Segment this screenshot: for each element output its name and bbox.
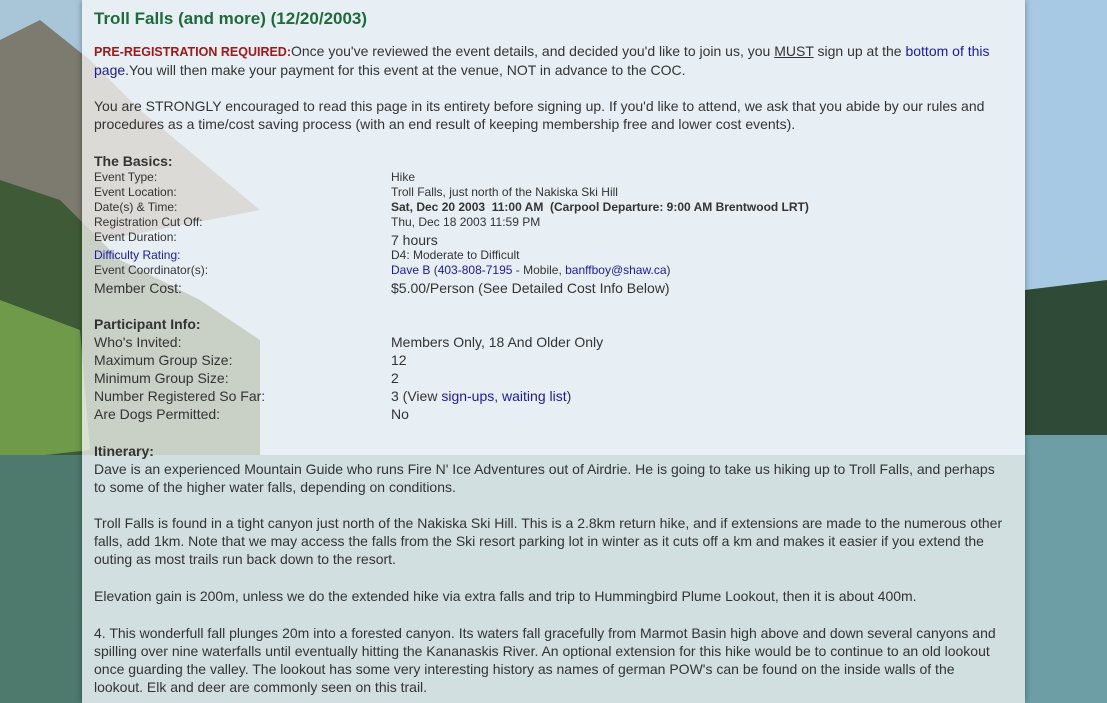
prereg-label: PRE-REGISTRATION REQUIRED: <box>94 45 291 59</box>
itinerary-paragraph-3 <box>94 587 1004 605</box>
max-size-label: Maximum Group Size: <box>94 352 233 368</box>
coordinator-name-link[interactable]: Dave B <box>391 263 431 277</box>
waiting-list-link[interactable]: waiting list <box>502 388 567 404</box>
itinerary-p2-line-3: outing as most trails run back down to the resort. <box>94 551 396 567</box>
must-text: MUST <box>774 43 814 59</box>
prereg-text-3: You will then make your payment for this event at the venue, NOT in advance to the COC. <box>129 62 686 78</box>
itinerary-p4-line-2: spilling over nine waterfalls until eventually hitting the Kananaskis River. An optional extension for this hike would be to continue to an old lookout <box>94 643 990 659</box>
itinerary-paragraph-2 <box>94 514 1004 568</box>
bottom-of-page-link-cont[interactable]: page. <box>94 62 130 78</box>
duration-label: Event Duration: <box>94 230 177 244</box>
min-size-label: Minimum Group Size: <box>94 370 229 386</box>
cutoff-label: Registration Cut Off: <box>94 215 203 229</box>
registered-prefix: 3 (View <box>391 388 442 404</box>
encourage-paragraph <box>94 97 1004 133</box>
itinerary-p2-line-2: falls, add 1km. Note that we may access the falls from the Ski resort parking lot in winter as it cuts off a km and makes it easier if you extend the <box>94 533 984 549</box>
paren-close: ) <box>666 263 671 277</box>
prereg-text-2: sign up at the <box>813 43 906 59</box>
mobile-text: - Mobile, <box>512 263 566 277</box>
location-label: Event Location: <box>94 185 177 199</box>
cost-label: Member Cost: <box>94 280 182 296</box>
coordinator-email-link[interactable]: banffboy@shaw.ca <box>565 263 667 277</box>
paren-open: ( <box>430 263 438 277</box>
location-value: Troll Falls, just north of the Nakiska Ski Hill <box>391 185 618 199</box>
event-type-value: Hike <box>391 170 416 184</box>
datetime-label: Date(s) & Time: <box>94 200 178 214</box>
coordinator-value <box>391 263 671 278</box>
itinerary-heading: Itinerary: <box>94 443 154 459</box>
signups-link[interactable]: sign-ups <box>441 388 495 404</box>
prereg-notice <box>94 42 1004 79</box>
prereg-text-1: Once you've reviewed the event details, and decided you'd like to join us, you <box>291 43 775 59</box>
itinerary-p1-line-1: Dave is an experienced Mountain Guide who runs Fire N' Ice Adventures out of Airdrie. He is going to take us hiking up to Troll Falls, and perhaps <box>94 461 995 477</box>
itinerary-p3-line-1: Elevation gain is 200m, unless we do the extended hike via extra falls and trip to Hummingbird Plume Lookout, then it is about 400m. <box>94 588 917 604</box>
itinerary-p1-line-2: to some of the higher water falls, depending on conditions. <box>94 479 456 495</box>
datetime-value: Sat, Dec 20 2003 11:00 AM (Carpool Departure: 9:00 AM Brentwood LRT) <box>391 200 809 214</box>
comma: , <box>494 388 503 404</box>
difficulty-rating-link[interactable]: Difficulty Rating: <box>94 248 181 262</box>
difficulty-value: D4: Moderate to Difficult <box>391 248 520 262</box>
basics-heading: The Basics: <box>94 153 173 169</box>
dogs-value: No <box>391 406 409 422</box>
bottom-of-page-link[interactable]: bottom of this <box>905 43 990 59</box>
itinerary-p4-line-3: once guarding the valley. The lookout has some very interesting history as names of german POW's can be found on the inside walls of the <box>94 661 955 677</box>
itinerary-p4-line-4: lookout. Elk and deer are commonly seen on this trail. <box>94 679 428 695</box>
cost-value: $5.00/Person (See Detailed Cost Info Below) <box>391 280 670 296</box>
encourage-line-1: You are STRONGLY encouraged to read this page in its entirety before signing up. If you'd like to attend, we ask that you abide by our rules and <box>94 98 985 114</box>
min-size-value: 2 <box>391 370 399 386</box>
itinerary-p4-line-1: 4. This wonderfull fall plunges 20m into a forested canyon. Its waters fall gracefully from Marmot Basin high above and down several canyons and <box>94 625 996 641</box>
invited-label: Who's Invited: <box>94 334 182 350</box>
itinerary-paragraph-1 <box>94 460 1004 496</box>
itinerary-p2-line-1: Troll Falls is found in a tight canyon just north of the Nakiska Ski Hill. This is a 2.8km return hike, and if extensions are made to the numerous other <box>94 515 1003 531</box>
registered-suffix: ) <box>566 388 572 404</box>
itinerary-paragraph-4 <box>94 624 1004 696</box>
registered-label: Number Registered So Far: <box>94 388 266 404</box>
event-type-label: Event Type: <box>94 170 158 184</box>
registered-value <box>391 387 571 405</box>
coordinator-label: Event Coordinator(s): <box>94 263 209 277</box>
coordinator-phone-link[interactable]: 403-808-7195 <box>437 263 513 277</box>
dogs-label: Are Dogs Permitted: <box>94 406 221 422</box>
max-size-value: 12 <box>391 352 407 368</box>
page-title: Troll Falls (and more) (12/20/2003) <box>94 9 368 28</box>
participant-heading: Participant Info: <box>94 316 201 332</box>
cutoff-value: Thu, Dec 18 2003 11:59 PM <box>391 215 541 229</box>
duration-value: 7 hours <box>391 232 438 248</box>
encourage-line-2: procedures as a time/cost saving process (with an end result of keeping membership free and lower cost events). <box>94 116 796 132</box>
invited-value: Members Only, 18 And Older Only <box>391 334 604 350</box>
